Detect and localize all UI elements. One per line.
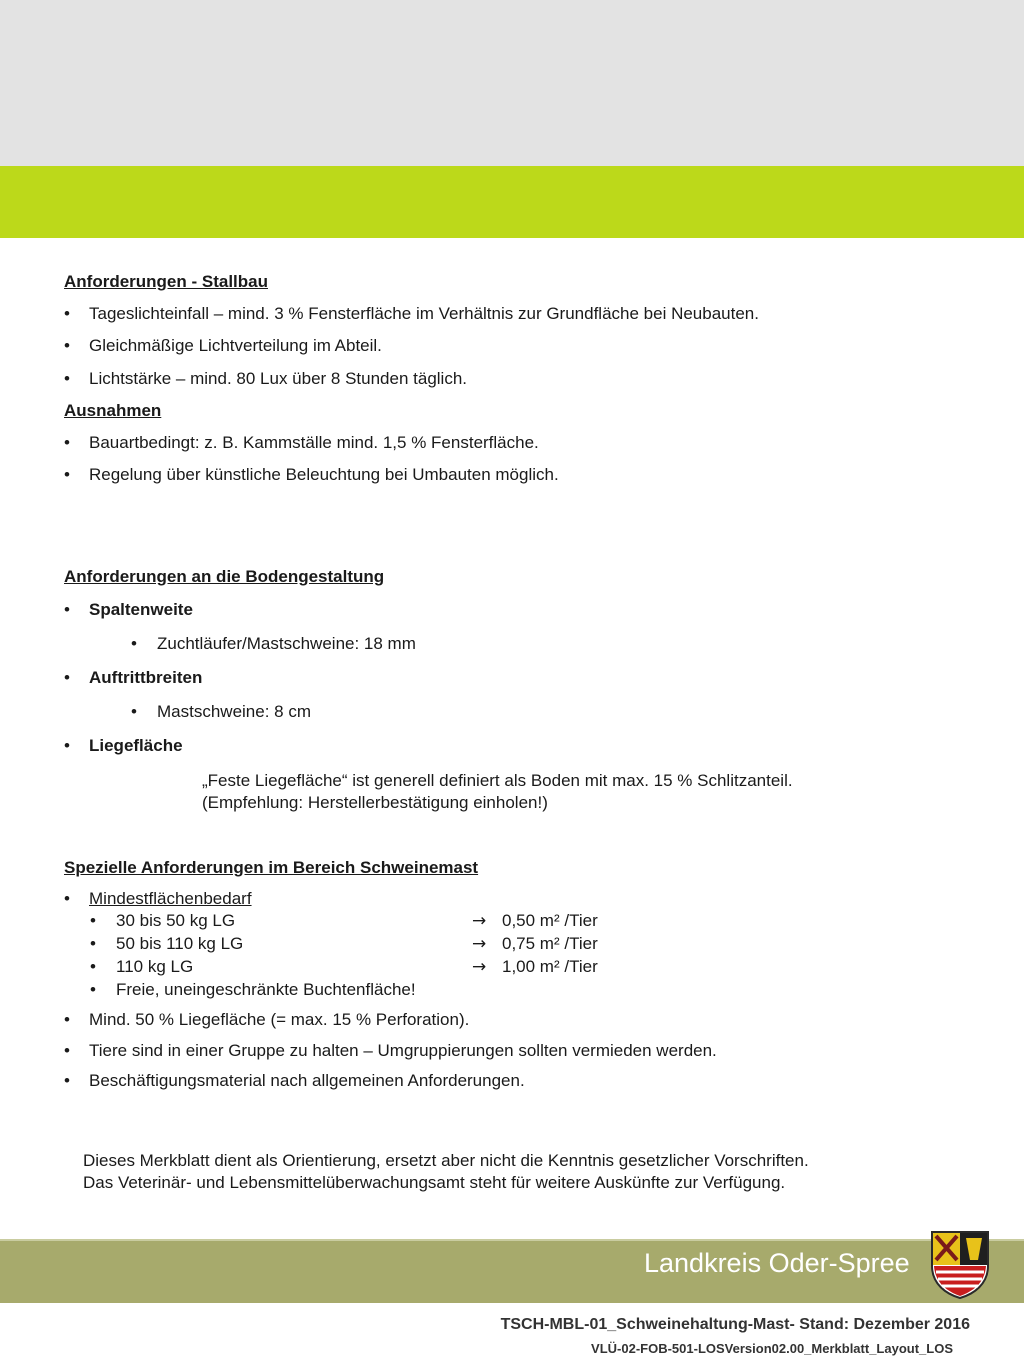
- list-item-text: Gleichmäßige Lichtverteilung im Abteil.: [89, 336, 382, 355]
- document-id: TSCH-MBL-01_Schweinehaltung-Mast- Stand: Dezember 2016: [500, 1316, 970, 1333]
- list-item-text: Mind. 50 % Liegefläche (= max. 15 % Perforation).: [89, 1010, 470, 1029]
- bullet: •: [64, 1041, 70, 1060]
- bullet: •: [64, 668, 70, 687]
- header-gray-band: [0, 0, 1024, 166]
- area-requirement: 1,00 m² /Tier: [502, 957, 598, 976]
- liegeflaeche-recommendation: (Empfehlung: Herstellerbestätigung einholen!): [202, 793, 548, 812]
- sub-list-item-text: Mastschweine: 8 cm: [157, 702, 311, 721]
- area-requirement: 0,50 m² /Tier: [502, 911, 598, 930]
- header-green-band: [0, 166, 1024, 238]
- area-requirement: 0,75 m² /Tier: [502, 934, 598, 953]
- bullet: •: [64, 1071, 70, 1090]
- arrow-right-icon: →: [472, 911, 487, 931]
- list-item-label: Liegefläche: [89, 736, 183, 755]
- list-item-text: Tiere sind in einer Gruppe zu halten – Umgruppierungen sollten vermieden werden.: [89, 1041, 717, 1060]
- weight-class: 50 bis 110 kg LG: [116, 934, 244, 953]
- weight-class: 110 kg LG: [116, 957, 194, 976]
- bullet: •: [90, 980, 96, 999]
- list-item-text: Tageslichteinfall – mind. 3 % Fensterfläche im Verhältnis zur Grundfläche bei Neubauten.: [89, 304, 759, 323]
- list-item-text: Beschäftigungsmaterial nach allgemeinen Anforderungen.: [89, 1071, 525, 1090]
- sub-list-item-text: Zuchtläufer/Mastschweine: 18 mm: [157, 634, 416, 653]
- bullet: •: [64, 889, 70, 908]
- bullet: •: [64, 1010, 70, 1029]
- bullet: •: [64, 600, 70, 619]
- list-item-label: Mindestflächenbedarf: [89, 889, 252, 908]
- list-item-text: Lichtstärke – mind. 80 Lux über 8 Stunden täglich.: [89, 369, 468, 388]
- bullet: •: [64, 433, 70, 452]
- coat-of-arms-icon: [930, 1230, 990, 1300]
- layout-version: VLÜ-02-FOB-501-LOSVersion02.00_Merkblatt_Layout_LOS: [591, 1341, 953, 1356]
- bullet: •: [64, 336, 70, 355]
- arrow-right-icon: →: [472, 957, 487, 977]
- section-heading-mast: Spezielle Anforderungen im Bereich Schweinemast: [64, 858, 479, 877]
- bullet: •: [131, 702, 137, 721]
- bullet: •: [131, 634, 137, 653]
- bullet: •: [64, 736, 70, 755]
- disclaimer-line-1: Dieses Merkblatt dient als Orientierung, ersetzt aber nicht die Kenntnis gesetzlicher Vorschriften.: [83, 1151, 809, 1170]
- list-item-label: Spaltenweite: [89, 600, 193, 619]
- list-item-label: Auftrittbreiten: [89, 668, 203, 687]
- bullet: •: [90, 934, 96, 953]
- bullet: •: [64, 304, 70, 323]
- exceptions-heading: Ausnahmen: [64, 401, 162, 420]
- section-heading-boden: Anforderungen an die Bodengestaltung: [64, 567, 385, 586]
- list-item-text: Bauartbedingt: z. B. Kammställe mind. 1,5 % Fensterfläche.: [89, 433, 539, 452]
- list-item-text: Regelung über künstliche Beleuchtung bei Umbauten möglich.: [89, 465, 559, 484]
- section-heading-stallbau: Anforderungen - Stallbau: [64, 272, 268, 291]
- organization-name: Landkreis Oder-Spree: [644, 1248, 910, 1278]
- disclaimer-line-2: Das Veterinär- und Lebensmittelüberwachungsamt steht für weitere Auskünfte zur Verfügung.: [83, 1173, 786, 1192]
- arrow-right-icon: →: [472, 934, 487, 954]
- bullet: •: [90, 911, 96, 930]
- weight-class: 30 bis 50 kg LG: [116, 911, 236, 930]
- list-item-text: Freie, uneingeschränkte Buchtenfläche!: [116, 980, 416, 999]
- bullet: •: [64, 369, 70, 388]
- liegeflaeche-definition: „Feste Liegefläche“ ist generell definiert als Boden mit max. 15 % Schlitzanteil.: [202, 771, 793, 790]
- bullet: •: [90, 957, 96, 976]
- bullet: •: [64, 465, 70, 484]
